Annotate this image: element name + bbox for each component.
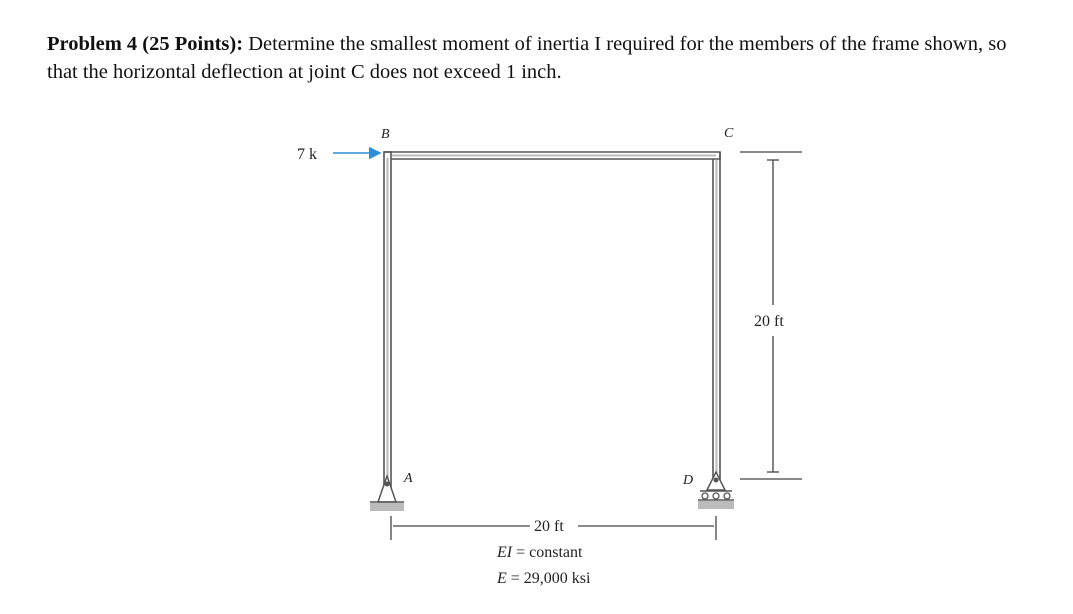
joint-label-a: A	[404, 471, 413, 486]
joint-label-b: B	[381, 127, 390, 142]
roller-support-d	[698, 472, 734, 509]
pin-support-a	[370, 476, 404, 511]
problem-heading: Problem 4 (25 Points):	[47, 33, 244, 55]
property-e	[496, 570, 591, 587]
property-e-symbol: E	[497, 570, 507, 587]
property-ei	[496, 544, 583, 561]
frame-members	[384, 152, 720, 488]
joint-label-d: D	[683, 473, 694, 488]
problem-text: Determine the smallest moment of inertia I required for the members of the frame shown, so that the horizontal deflection at joint C does not exceed 1 inch.	[47, 33, 1007, 83]
load-label: 7 k	[297, 146, 317, 163]
joint-label-c: C	[724, 126, 734, 141]
property-ei-value: = constant	[512, 544, 583, 561]
property-e-value: = 29,000 ksi	[506, 570, 591, 587]
property-ei-symbol: EI	[497, 544, 513, 561]
width-dimension-label: 20 ft	[534, 518, 564, 535]
height-dimension-label: 20 ft	[754, 313, 784, 330]
